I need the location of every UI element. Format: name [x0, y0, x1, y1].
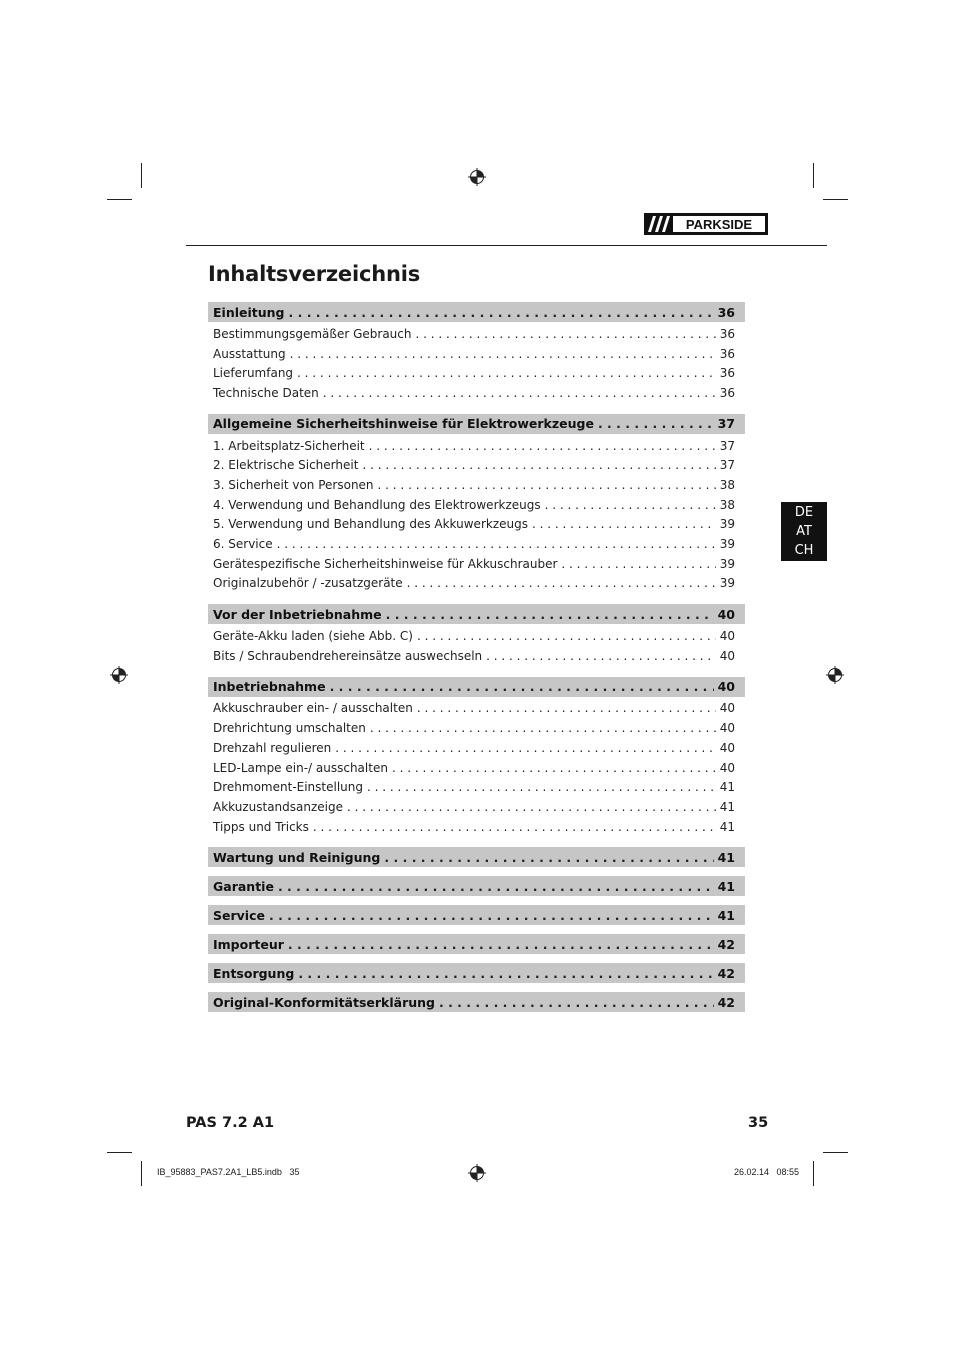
- toc-entry-page: 37: [719, 438, 735, 453]
- toc-entry[interactable]: [208, 534, 745, 554]
- toc-heading-page: 42: [717, 965, 735, 981]
- registration-mark-icon: [468, 168, 486, 186]
- toc-section: [208, 905, 745, 925]
- toc-section-heading[interactable]: [208, 876, 745, 896]
- leader-dots: [532, 517, 716, 531]
- toc-section: [208, 934, 745, 954]
- page-number: 35: [748, 1115, 769, 1131]
- toc-heading-page: 40: [717, 606, 735, 622]
- toc-entry[interactable]: [208, 758, 745, 778]
- brand-text: PARKSIDE: [685, 217, 753, 232]
- toc-entry[interactable]: [208, 738, 745, 758]
- registration-mark-icon: [826, 666, 844, 684]
- leader-dots: [370, 721, 716, 735]
- leader-dots: [297, 366, 716, 380]
- table-of-contents: [208, 302, 745, 1021]
- toc-heading-page: 41: [717, 878, 735, 894]
- toc-section: [208, 847, 745, 867]
- crop-mark: [813, 1161, 814, 1186]
- toc-entry-label: 1. Arbeitsplatz-Sicherheit: [213, 438, 365, 453]
- language-code: AT: [796, 524, 812, 539]
- toc-entry[interactable]: [208, 515, 745, 535]
- toc-entry-page: 37: [719, 458, 735, 473]
- toc-entry-label: Ausstattung: [213, 346, 286, 361]
- toc-entry-page: 41: [719, 799, 735, 814]
- toc-entry-page: 38: [719, 477, 735, 492]
- language-code: DE: [794, 505, 814, 520]
- toc-section: [208, 963, 745, 983]
- leader-dots: [313, 820, 716, 834]
- toc-heading-label: Inbetriebnahme: [213, 679, 326, 695]
- toc-entry-page: 40: [719, 721, 735, 736]
- leader-dots: [486, 649, 716, 663]
- leader-dots: [439, 995, 714, 1010]
- leader-dots: [386, 607, 714, 622]
- print-date: 26.02.14 08:55: [734, 1167, 800, 1177]
- toc-entry-page: 40: [719, 740, 735, 755]
- leader-dots: [545, 498, 716, 512]
- toc-section-heading[interactable]: [208, 992, 745, 1012]
- leader-dots: [290, 347, 716, 361]
- leader-dots: [407, 576, 716, 590]
- toc-section: [208, 414, 745, 594]
- crop-mark: [813, 163, 814, 188]
- toc-entry-page: 36: [719, 346, 735, 361]
- toc-entry-label: Tipps und Tricks: [213, 819, 309, 834]
- toc-section: [208, 302, 745, 403]
- toc-heading-label: Importeur: [213, 936, 284, 952]
- toc-entry-label: Technische Daten: [213, 385, 319, 400]
- toc-entry-label: Akkuzustandsanzeige: [213, 799, 344, 814]
- leader-dots: [289, 305, 714, 320]
- toc-entry-page: 38: [719, 497, 735, 512]
- toc-heading-page: 41: [717, 849, 735, 865]
- toc-section: [208, 992, 745, 1012]
- crop-mark: [141, 1161, 142, 1186]
- toc-heading-page: 36: [717, 304, 735, 320]
- registration-mark-icon: [110, 666, 128, 684]
- toc-section: [208, 876, 745, 896]
- toc-section: [208, 604, 745, 665]
- toc-entry[interactable]: [208, 455, 745, 475]
- crop-mark: [107, 199, 132, 200]
- leader-dots: [278, 879, 714, 894]
- toc-entry[interactable]: [208, 718, 745, 738]
- toc-entry-page: 41: [719, 819, 735, 834]
- toc-entry[interactable]: [208, 344, 745, 364]
- toc-entry[interactable]: [208, 436, 745, 456]
- leader-dots: [330, 679, 714, 694]
- toc-entry-label: Bestimmungsgemäßer Gebrauch: [213, 326, 412, 341]
- leader-dots: [561, 557, 715, 571]
- toc-section-heading[interactable]: [208, 934, 745, 954]
- toc-entry-page: 40: [719, 701, 735, 716]
- toc-entry[interactable]: [208, 475, 745, 495]
- toc-entry-label: Drehrichtung umschalten: [213, 721, 366, 736]
- toc-section: [208, 677, 745, 837]
- toc-entry[interactable]: [208, 777, 745, 797]
- toc-entry-label: LED-Lampe ein-/ ausschalten: [213, 760, 388, 775]
- leader-dots: [347, 800, 716, 814]
- crop-mark: [107, 1152, 132, 1153]
- parkside-logo-icon: [644, 213, 768, 235]
- language-code: CH: [794, 543, 814, 558]
- toc-entry-label: Bits / Schraubendrehereinsätze auswechseln: [213, 648, 483, 663]
- toc-heading-label: Entsorgung: [213, 965, 295, 981]
- toc-entry-page: 36: [719, 326, 735, 341]
- toc-section-heading[interactable]: [208, 414, 745, 434]
- leader-dots: [269, 908, 714, 923]
- toc-entry[interactable]: [208, 383, 745, 403]
- model-name: PAS 7.2 A1: [186, 1115, 275, 1131]
- toc-entry-page: 39: [719, 556, 735, 571]
- toc-heading-page: 42: [717, 936, 735, 952]
- leader-dots: [417, 701, 716, 715]
- toc-heading-label: Einleitung: [213, 304, 285, 320]
- toc-entry-page: 40: [719, 760, 735, 775]
- toc-heading-page: 40: [717, 679, 735, 695]
- toc-section-heading[interactable]: [208, 604, 745, 624]
- toc-entry-label: 3. Sicherheit von Personen: [213, 477, 374, 492]
- toc-section-heading[interactable]: [208, 905, 745, 925]
- toc-entry-page: 39: [719, 517, 735, 532]
- leader-dots: [367, 780, 716, 794]
- toc-entry-label: 2. Elektrische Sicherheit: [213, 458, 359, 473]
- toc-section-heading[interactable]: [208, 963, 745, 983]
- leader-dots: [417, 629, 716, 643]
- toc-heading-page: 42: [717, 994, 735, 1010]
- toc-entry-label: Lieferumfang: [213, 366, 294, 381]
- toc-entry-page: 39: [719, 576, 735, 591]
- leader-dots: [323, 386, 716, 400]
- toc-entry[interactable]: [208, 554, 745, 574]
- toc-section-heading[interactable]: [208, 677, 745, 697]
- toc-entry-page: 41: [719, 780, 735, 795]
- toc-entry-label: Drehmoment-Einstellung: [213, 780, 363, 795]
- crop-mark: [823, 1152, 848, 1153]
- toc-heading-page: 37: [717, 416, 735, 432]
- toc-entry[interactable]: [208, 797, 745, 817]
- leader-dots: [598, 416, 714, 431]
- toc-entry[interactable]: [208, 699, 745, 719]
- leader-dots: [416, 327, 716, 341]
- leader-dots: [378, 478, 716, 492]
- toc-entry[interactable]: [208, 574, 745, 594]
- toc-entry-page: 40: [719, 629, 735, 644]
- leader-dots: [392, 761, 716, 775]
- leader-dots: [384, 850, 713, 865]
- leader-dots: [362, 458, 715, 472]
- toc-heading-label: Wartung und Reinigung: [213, 849, 381, 865]
- leader-dots: [277, 537, 716, 551]
- page-title: Inhaltsverzeichnis: [208, 262, 421, 286]
- toc-entry-label: Drehzahl regulieren: [213, 740, 332, 755]
- toc-entry[interactable]: [208, 324, 745, 344]
- header-rule: [186, 245, 827, 246]
- registration-mark-icon: [468, 1164, 486, 1182]
- leader-dots: [369, 439, 716, 453]
- print-file-info: IB_95883_PAS7.2A1_LB5.indb 35: [157, 1167, 300, 1177]
- toc-heading-label: Vor der Inbetriebnahme: [213, 606, 382, 622]
- toc-heading-page: 41: [717, 907, 735, 923]
- toc-entry-label: Geräte-Akku laden (siehe Abb. C): [213, 629, 413, 644]
- crop-mark: [823, 199, 848, 200]
- toc-entry-page: 36: [719, 366, 735, 381]
- toc-heading-label: Allgemeine Sicherheitshinweise für Elektrowerkzeuge: [213, 416, 594, 432]
- toc-entry-page: 39: [719, 537, 735, 552]
- toc-entry-page: 36: [719, 385, 735, 400]
- toc-entry-label: Gerätespezifische Sicherheitshinweise für Akkuschrauber: [213, 556, 558, 571]
- toc-entry-label: 6. Service: [213, 537, 273, 552]
- toc-entry[interactable]: [208, 646, 745, 666]
- toc-section-heading[interactable]: [208, 302, 745, 322]
- leader-dots: [335, 741, 715, 755]
- language-tab: [781, 502, 827, 561]
- toc-entry[interactable]: [208, 626, 745, 646]
- toc-heading-label: Service: [213, 907, 265, 923]
- toc-section-heading[interactable]: [208, 847, 745, 867]
- toc-entry[interactable]: [208, 817, 745, 837]
- leader-dots: [288, 937, 714, 952]
- toc-entry-label: Akkuschrauber ein- / ausschalten: [213, 701, 413, 716]
- toc-entry-page: 40: [719, 648, 735, 663]
- crop-mark: [141, 163, 142, 188]
- toc-entry-label: 4. Verwendung und Behandlung des Elektrowerkzeugs: [213, 497, 541, 512]
- toc-heading-label: Garantie: [213, 878, 274, 894]
- leader-dots: [298, 966, 713, 981]
- toc-entry[interactable]: [208, 363, 745, 383]
- toc-entry-label: Originalzubehör / -zusatzgeräte: [213, 576, 403, 591]
- toc-entry[interactable]: [208, 495, 745, 515]
- toc-entry-label: 5. Verwendung und Behandlung des Akkuwerkzeugs: [213, 517, 528, 532]
- toc-heading-label: Original-Konformitätserklärung: [213, 994, 435, 1010]
